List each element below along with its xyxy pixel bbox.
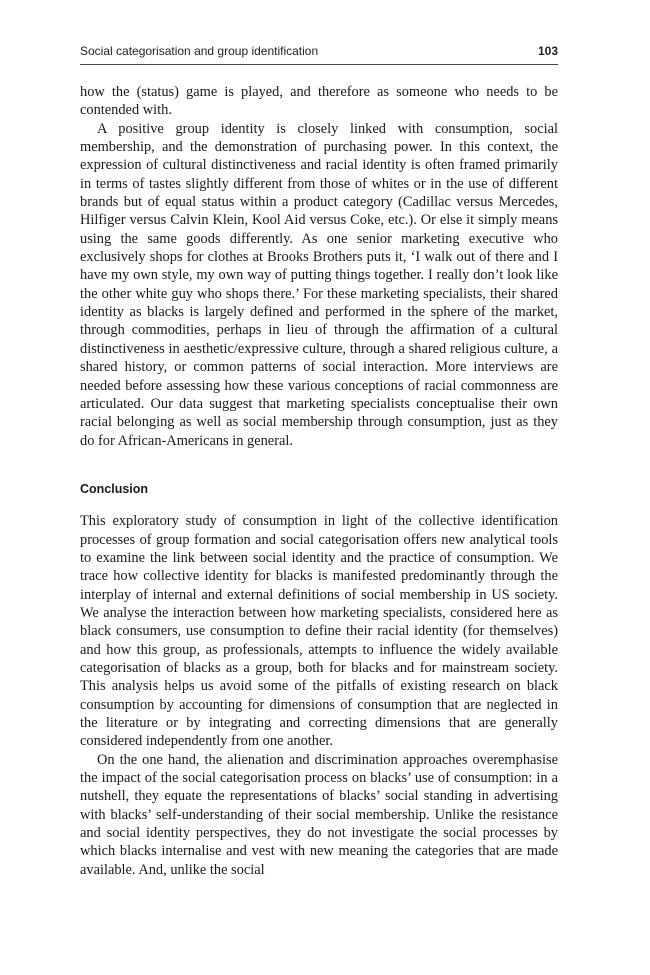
- page-number: 103: [537, 44, 558, 58]
- running-title: Social categorisation and group identification: [80, 44, 319, 58]
- paragraph-conclusion-2: On the one hand, the alienation and discrimination approaches overemphasise the impact of the social categorisation process on blacks’ use of consumption: in a nutshell, they equate the representations of blacks’ social standing in advertising with blacks’ self-understanding of their social membership. Unlike the resistance and social identity perspectives, they do not investigate the social processes by which blacks internalise and vest with new meaning the categories that are made available. And, unlike the social: [80, 751, 558, 878]
- paragraph-continued: how the (status) game is played, and therefore as someone who needs to be contended with.: [80, 84, 558, 119]
- body-text: [80, 83, 558, 879]
- paragraph-conclusion-1: This exploratory study of consumption in light of the collective identification processes of group formation and social categorisation offers new analytical tools to examine the link between social identity and the practice of consumption. We trace how collective identity for blacks is manifested predominantly through the interplay of internal and external definitions of social membership in US society. We analyse the interaction between how marketing specialists, considered here as black consumers, use consumption to define their racial identity (for themselves) and how this group, as professionals, attempts to influence the widely available categorisation of blacks as a group, both for blacks and for mainstream society. This analysis helps us avoid some of the pitfalls of existing research on black consumption by accounting for dimensions of consumption that are neglected in the literature or by integrating and correcting dimensions that are generally considered independently from one another.: [80, 513, 558, 750]
- running-header: [80, 44, 558, 65]
- book-page: [80, 44, 558, 879]
- section-heading-conclusion: Conclusion: [80, 481, 149, 496]
- paragraph-group-identity: A positive group identity is closely linked with consumption, social membership, and the demonstration of purchasing power. In this context, the expression of cultural distinctiveness and racial identity is often framed primarily in terms of tastes slightly different from those of whites or in the use of different brands but of equal status within a product category (Cadillac versus Mercedes, Hilfiger versus Calvin Klein, Kool Aid versus Coke, etc.). Or else it simply means using the same goods differently. As one senior marketing executive who exclusively shops for clothes at Brooks Brothers puts it, ‘I walk out of there and I have my own style, my own way of putting things together. I really don’t look like the other white guy who shops there.’ For these marketing specialists, their shared identity as blacks is largely defined and performed in the sphere of the market, through commodities, perhaps in lieu of through the affirmation of a cultural distinctiveness in aesthetic/​expressive culture, through a shared religious culture, a shared history, or common patterns of social interaction. More interviews are needed before assessing how these various conceptions of racial commonness are articulated. Our data suggest that marketing specialists conceptualise their own racial belonging as well as social membership through consumption, just as they do for African-Americans in general.: [80, 120, 558, 449]
